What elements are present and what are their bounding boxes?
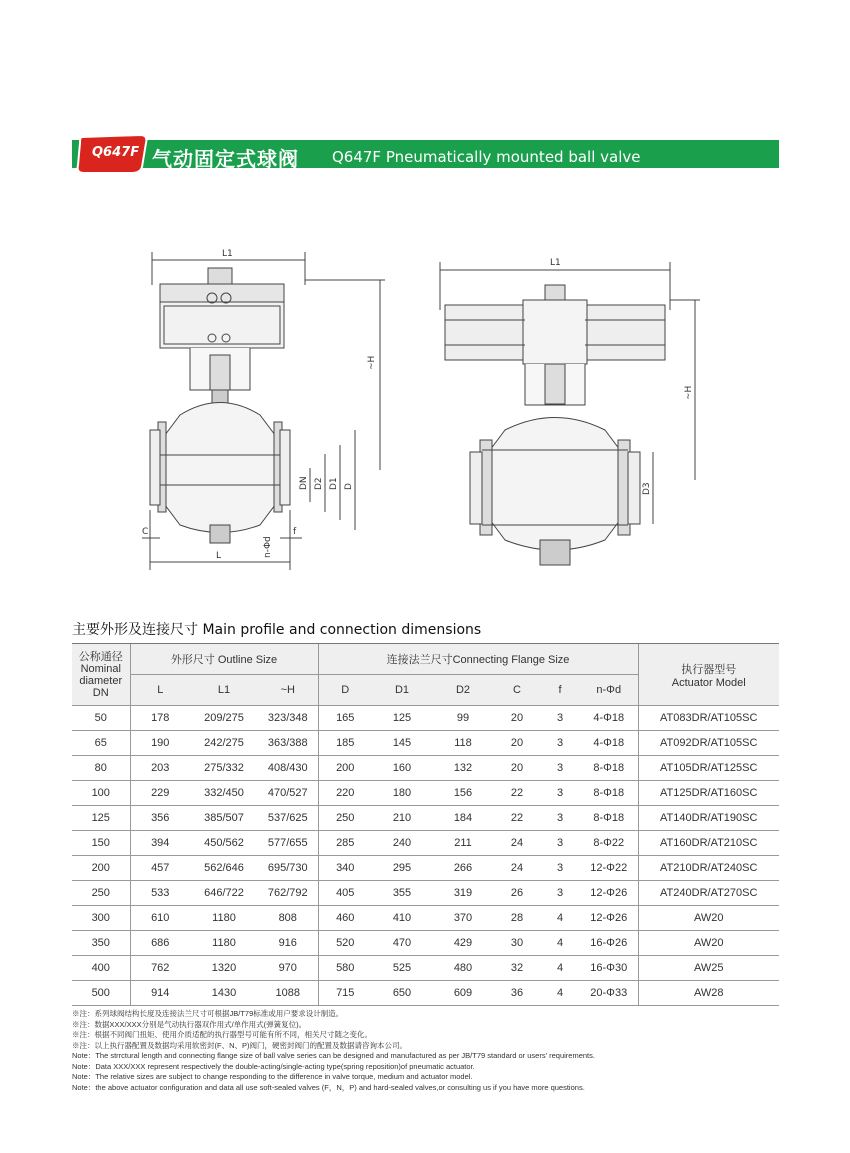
table-cell: 209/275	[190, 706, 258, 731]
table-cell: 178	[130, 706, 190, 731]
table-cell: 520	[318, 931, 372, 956]
table-cell: AW28	[638, 981, 779, 1006]
badge-label: Q647F	[92, 145, 140, 160]
note-2: ※注：数据XXX/XXX分别是气动执行器双作用式/单作用式(弹簧复位)。	[72, 1019, 307, 1029]
title-english: Q647F Pneumatically mounted ball valve	[332, 148, 641, 166]
note-6: Note：Data XXX/XXX represent respectively the double-acting/single-acting type(spring reposition)of pneumatic actuator.	[72, 1061, 475, 1071]
table-cell: 250	[72, 881, 130, 906]
table-cell: 36	[494, 981, 540, 1006]
note-3: ※注：根据不同阀门扭矩、使用介质适配的执行器型号可能有所不同，相关尺寸随之变化。	[72, 1030, 372, 1039]
table-cell: 190	[130, 731, 190, 756]
col-nd: n-Φd	[580, 675, 638, 706]
table-cell: 646/722	[190, 881, 258, 906]
table-row	[72, 806, 779, 831]
table-cell: 285	[318, 831, 372, 856]
table-cell: 695/730	[258, 856, 318, 881]
table-cell: 460	[318, 906, 372, 931]
note-8: Note：the above actuator configuration and data all use soft-sealed valves (F，N，P) and hard-sealed valves,or consulting us if you have more questions.	[72, 1082, 585, 1092]
table-cell: AT160DR/AT210SC	[638, 831, 779, 856]
table-cell: 180	[372, 781, 432, 806]
dim-D2: D2	[314, 477, 324, 490]
dim-nd: n-Φd	[263, 536, 273, 558]
notes	[72, 1009, 779, 1093]
table-cell: AW20	[638, 906, 779, 931]
col-D2: D2	[432, 675, 494, 706]
table-cell: AT210DR/AT240SC	[638, 856, 779, 881]
table-cell: 610	[130, 906, 190, 931]
table-cell: 24	[494, 831, 540, 856]
table-cell: 450/562	[190, 831, 258, 856]
table-row	[72, 906, 779, 931]
table-cell: 125	[372, 706, 432, 731]
table-cell: 156	[432, 781, 494, 806]
note-5: Note：The strrctural length and connecting flange size of ball valve series can be designed and manufactured as per JB/T79 standard or users' requirements.	[72, 1051, 595, 1060]
table-row	[72, 956, 779, 981]
table-cell: 916	[258, 931, 318, 956]
table-cell: 266	[432, 856, 494, 881]
table-cell: 686	[130, 931, 190, 956]
table-cell: 16-Φ30	[580, 956, 638, 981]
table-cell: 295	[372, 856, 432, 881]
table-row	[72, 781, 779, 806]
table-cell: 762/792	[258, 881, 318, 906]
dim-D3: D3	[642, 482, 652, 495]
table-cell: 562/646	[190, 856, 258, 881]
table-cell: 4-Φ18	[580, 731, 638, 756]
table-row	[72, 931, 779, 956]
dim-L1-left: L1	[222, 249, 233, 259]
table-cell: AT083DR/AT105SC	[638, 706, 779, 731]
table-cell: 20	[494, 731, 540, 756]
table-row	[72, 881, 779, 906]
table-cell: 211	[432, 831, 494, 856]
table-cell: 184	[432, 806, 494, 831]
table-cell: 210	[372, 806, 432, 831]
col-f: f	[540, 675, 580, 706]
dim-DN: DN	[299, 476, 309, 490]
header-actuator-model: 执行器型号 Actuator Model	[638, 644, 779, 706]
table-cell: 275/332	[190, 756, 258, 781]
table-cell: 100	[72, 781, 130, 806]
table-row	[72, 856, 779, 881]
dimensions-table	[72, 643, 779, 1006]
table-cell: 356	[130, 806, 190, 831]
table-cell: 3	[540, 706, 580, 731]
table-cell: AT240DR/AT270SC	[638, 881, 779, 906]
table-cell: 363/388	[258, 731, 318, 756]
table-cell: 65	[72, 731, 130, 756]
table-cell: 394	[130, 831, 190, 856]
table-title: 主要外形及连接尺寸 Main profile and connection dimensions	[72, 622, 482, 638]
table-cell: 150	[72, 831, 130, 856]
table-cell: 400	[72, 956, 130, 981]
table-cell: 16-Φ26	[580, 931, 638, 956]
table-cell: 50	[72, 706, 130, 731]
table-cell: 1430	[190, 981, 258, 1006]
table-cell: 580	[318, 956, 372, 981]
table-cell: 30	[494, 931, 540, 956]
table-cell: 20	[494, 706, 540, 731]
table-cell: 250	[318, 806, 372, 831]
table-row	[72, 831, 779, 856]
dim-D1: D1	[329, 477, 339, 490]
table-cell: 914	[130, 981, 190, 1006]
table-cell: 125	[72, 806, 130, 831]
note-1: ※注：系列球阀结构长度及连接法兰尺寸可根据JB/T79标准或用户要求设计制造。	[72, 1009, 344, 1018]
table-cell: 1180	[190, 931, 258, 956]
table-cell: 3	[540, 756, 580, 781]
table-cell: 1320	[190, 956, 258, 981]
table-cell: 3	[540, 731, 580, 756]
table-cell: 762	[130, 956, 190, 981]
dim-L1-right: L1	[550, 258, 561, 268]
table-cell: 20	[494, 756, 540, 781]
table-cell: 808	[258, 906, 318, 931]
col-C: C	[494, 675, 540, 706]
table-cell: 203	[130, 756, 190, 781]
table-cell: 332/450	[190, 781, 258, 806]
table-cell: 429	[432, 931, 494, 956]
col-D1: D1	[372, 675, 432, 706]
table-cell: 3	[540, 881, 580, 906]
table-cell: 577/655	[258, 831, 318, 856]
table-cell: 26	[494, 881, 540, 906]
table-cell: 8-Φ18	[580, 756, 638, 781]
table-cell: 3	[540, 856, 580, 881]
table-row	[72, 706, 779, 731]
table-cell: 22	[494, 806, 540, 831]
table-cell: AT105DR/AT125SC	[638, 756, 779, 781]
table-cell: 99	[432, 706, 494, 731]
table-cell: 355	[372, 881, 432, 906]
table-cell: 1088	[258, 981, 318, 1006]
title-chinese: 气动固定式球阀	[152, 147, 299, 171]
table-cell: 537/625	[258, 806, 318, 831]
table-cell: 457	[130, 856, 190, 881]
table-cell: 609	[432, 981, 494, 1006]
table-cell: 220	[318, 781, 372, 806]
table-cell: AT092DR/AT105SC	[638, 731, 779, 756]
table-cell: 408/430	[258, 756, 318, 781]
header-flange-size: 连接法兰尺寸Connecting Flange Size	[318, 644, 638, 675]
table-row	[72, 731, 779, 756]
table-cell: 165	[318, 706, 372, 731]
col-L: L	[130, 675, 190, 706]
drawing-front-view	[130, 240, 400, 580]
table-cell: 22	[494, 781, 540, 806]
table-cell: 8-Φ18	[580, 781, 638, 806]
table-cell: 32	[494, 956, 540, 981]
table-cell: 8-Φ18	[580, 806, 638, 831]
col-L1: L1	[190, 675, 258, 706]
dim-L: L	[216, 551, 222, 561]
drawing-side-view	[425, 240, 715, 580]
table-cell: 4	[540, 906, 580, 931]
table-cell: 80	[72, 756, 130, 781]
table-cell: 650	[372, 981, 432, 1006]
table-cell: 370	[432, 906, 494, 931]
dim-C: C	[142, 527, 149, 537]
header-dn: 公称通径 Nominal diameter DN	[72, 644, 130, 706]
table-cell: 12-Φ22	[580, 856, 638, 881]
table-cell: 300	[72, 906, 130, 931]
table-cell: 319	[432, 881, 494, 906]
dim-D: D	[344, 483, 354, 490]
dim-H-left: ~H	[367, 355, 377, 370]
table-cell: 229	[130, 781, 190, 806]
table-cell: 4	[540, 931, 580, 956]
dim-H-right: ~H	[684, 385, 694, 400]
col-D: D	[318, 675, 372, 706]
table-cell: 24	[494, 856, 540, 881]
table-cell: 410	[372, 906, 432, 931]
table-cell: AW25	[638, 956, 779, 981]
note-7: Note：The relative sizes are subject to change responding to the difference in valve torque, medium and actuator model.	[72, 1072, 473, 1081]
table-cell: AT125DR/AT160SC	[638, 781, 779, 806]
table-cell: AW20	[638, 931, 779, 956]
table-cell: 385/507	[190, 806, 258, 831]
table-cell: 1180	[190, 906, 258, 931]
table-cell: AT140DR/AT190SC	[638, 806, 779, 831]
table-cell: 470/527	[258, 781, 318, 806]
table-cell: 715	[318, 981, 372, 1006]
table-cell: 533	[130, 881, 190, 906]
table-cell: 525	[372, 956, 432, 981]
table-cell: 340	[318, 856, 372, 881]
table-row	[72, 981, 779, 1006]
table-cell: 145	[372, 731, 432, 756]
table-cell: 160	[372, 756, 432, 781]
table-cell: 3	[540, 781, 580, 806]
table-cell: 4	[540, 956, 580, 981]
table-row	[72, 756, 779, 781]
table-cell: 20-Φ33	[580, 981, 638, 1006]
table-cell: 185	[318, 731, 372, 756]
table-cell: 118	[432, 731, 494, 756]
note-4: ※注：以上执行器配置及数据均采用软密封(F、N、P)阀门，硬密封阀门的配置及数据请咨询本公司。	[72, 1040, 407, 1050]
table-cell: 4	[540, 981, 580, 1006]
col-H: ~H	[258, 675, 318, 706]
table-cell: 28	[494, 906, 540, 931]
table-cell: 242/275	[190, 731, 258, 756]
table-cell: 12-Φ26	[580, 881, 638, 906]
table-cell: 405	[318, 881, 372, 906]
table-cell: 200	[72, 856, 130, 881]
table-cell: 3	[540, 806, 580, 831]
table-cell: 200	[318, 756, 372, 781]
table-cell: 470	[372, 931, 432, 956]
table-cell: 132	[432, 756, 494, 781]
table-cell: 3	[540, 831, 580, 856]
table-cell: 500	[72, 981, 130, 1006]
header-outline-size: 外形尺寸 Outline Size	[130, 644, 318, 675]
table-cell: 480	[432, 956, 494, 981]
table-cell: 970	[258, 956, 318, 981]
table-cell: 240	[372, 831, 432, 856]
dim-f: f	[293, 527, 297, 537]
table-cell: 8-Φ22	[580, 831, 638, 856]
table-cell: 4-Φ18	[580, 706, 638, 731]
table-cell: 12-Φ26	[580, 906, 638, 931]
table-cell: 350	[72, 931, 130, 956]
table-cell: 323/348	[258, 706, 318, 731]
